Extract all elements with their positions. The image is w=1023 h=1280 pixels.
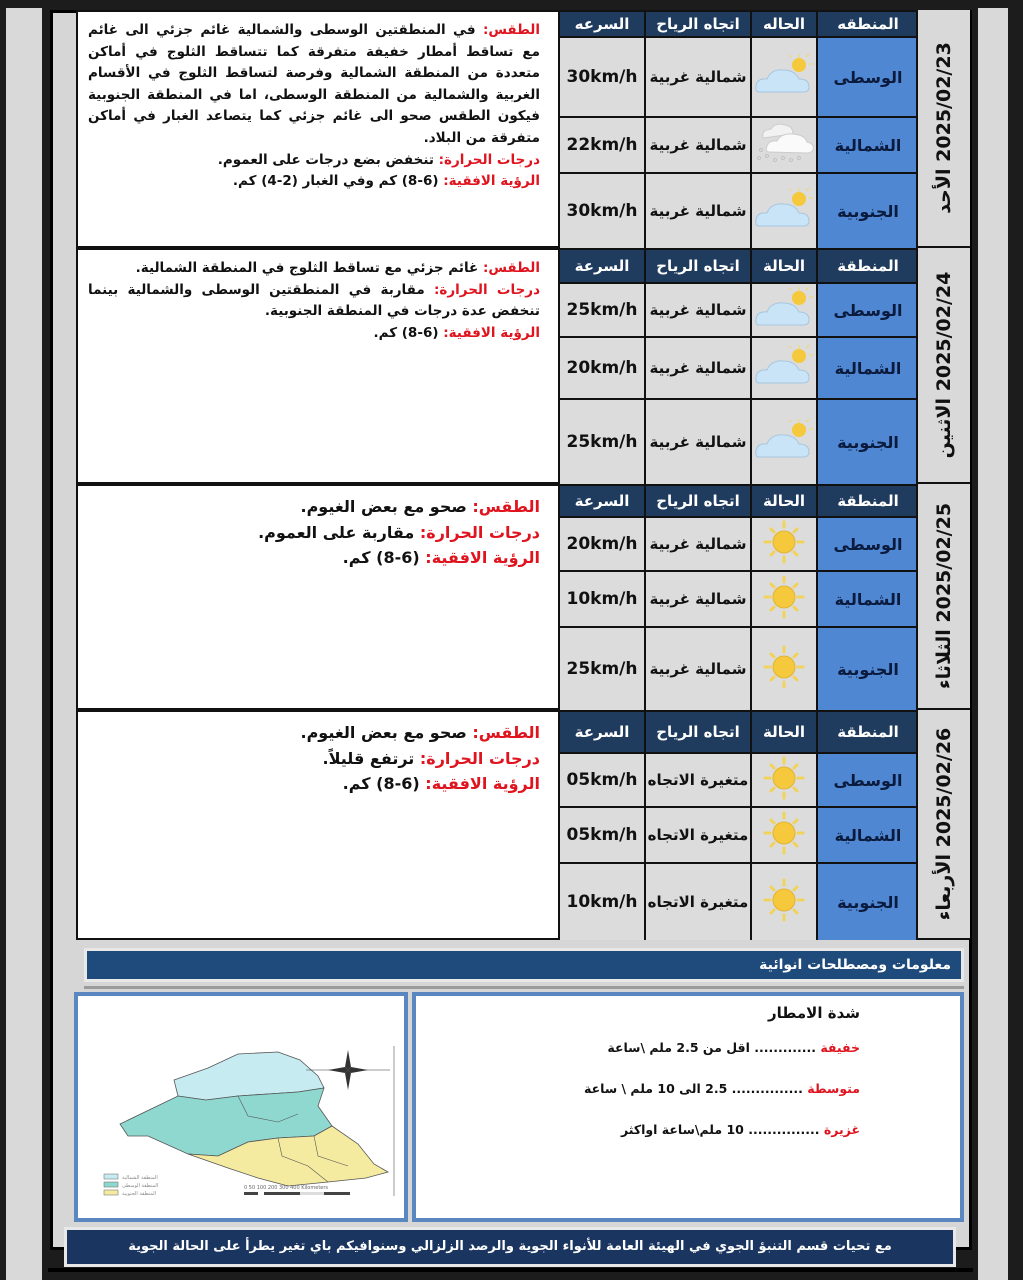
wind-direction: شمالية غربية <box>646 516 752 570</box>
region-name: الوسطى <box>818 282 918 336</box>
condition-cell <box>752 398 818 484</box>
wind-speed: 30km/h <box>558 172 646 248</box>
wind-speed: 30km/h <box>558 36 646 116</box>
wind-speed: 20km/h <box>558 336 646 398</box>
wind-direction: متغيرة الاتجاه <box>646 806 752 862</box>
wind-direction: شمالية غربية <box>646 336 752 398</box>
wind-speed: 22km/h <box>558 116 646 172</box>
wind-direction: متغيرة الاتجاه <box>646 862 752 940</box>
iraq-regions-map <box>74 992 408 1222</box>
condition-cell <box>752 570 818 626</box>
footer-banner: مع تحيات قسم التنبؤ الجوي في الهيئة العامة للأنواء الجوية والرصد الزلزالي وسنوافيكم باي تغير يطرأ على الحالة الجوية <box>64 1227 956 1267</box>
map-illustration <box>78 996 404 1218</box>
forecast-day-1 <box>76 248 916 484</box>
day-date-label: 2025/02/24 الاثنين <box>916 248 970 484</box>
temperature-line: درجات الحرارة: تنخفض بضع درجات على العموم. <box>217 151 540 168</box>
region-name: الجنوبية <box>818 626 918 710</box>
forecast-table <box>558 12 918 246</box>
forecast-description <box>78 712 556 938</box>
wind-direction: شمالية غربية <box>646 282 752 336</box>
wind-speed: 25km/h <box>558 626 646 710</box>
wind-direction: شمالية غربية <box>646 570 752 626</box>
forecast-day-2 <box>76 484 916 710</box>
visibility-line: الرؤية الافقية: (6-8) كم. <box>342 548 540 568</box>
header-condition: الحالة <box>752 486 818 516</box>
sun-icon <box>753 877 815 927</box>
forecast-table <box>558 712 918 938</box>
wind-speed: 25km/h <box>558 398 646 484</box>
partly-cloudy-icon <box>753 343 815 393</box>
condition-cell <box>752 626 818 710</box>
forecast-table <box>558 250 918 482</box>
weather-line: الطقس: صحو مع بعض الغيوم. <box>300 497 540 516</box>
header-speed: السرعة <box>558 250 646 282</box>
sun-icon <box>753 519 815 569</box>
header-region: المنطقة <box>818 712 918 752</box>
temperature-line: درجات الحرارة: مقاربة في المنطقتين الوسطى والشمالية بينما تنخفض عدة درجات في المنطقة الجنوبية. <box>88 281 541 320</box>
partly-cloudy-icon <box>753 417 815 467</box>
temperature-line: درجات الحرارة: مقاربة على العموم. <box>258 522 540 542</box>
region-name: الشمالية <box>818 116 918 172</box>
header-wind-direction: اتجاه الرياح <box>646 486 752 516</box>
visibility-line: الرؤية الافقية: (6-8) كم. <box>342 774 540 794</box>
header-wind-direction: اتجاه الرياح <box>646 250 752 282</box>
forecast-description <box>78 12 556 246</box>
weather-line: الطقس: غائم جزئي مع تساقط الثلوج في المنطقة الشمالية. <box>135 260 540 276</box>
rain-intensity-title: شدة الامطار <box>768 1004 860 1022</box>
weather-line: الطقس: صحو مع بعض الغيوم. <box>300 723 540 742</box>
forecast-description <box>78 486 556 708</box>
wind-direction: شمالية غربية <box>646 36 752 116</box>
wind-direction: شمالية غربية <box>646 116 752 172</box>
condition-cell <box>752 862 818 940</box>
region-name: الشمالية <box>818 570 918 626</box>
rain-heavy: غزيرة ............... 10 ملم\ساعة اواكثر <box>620 1122 860 1137</box>
day-date-label: 2025/02/26 الأربعاء <box>916 710 970 940</box>
region-name: الوسطى <box>818 752 918 806</box>
sun-icon <box>753 644 815 694</box>
wind-speed: 05km/h <box>558 752 646 806</box>
footer-shadow <box>48 1268 973 1272</box>
wind-speed: 05km/h <box>558 806 646 862</box>
region-name: الجنوبية <box>818 398 918 484</box>
condition-cell <box>752 36 818 116</box>
forecast-description <box>78 250 556 482</box>
day-date-label: 2025/02/25 الثلاثاء <box>916 484 970 710</box>
header-condition: الحالة <box>752 712 818 752</box>
header-speed: السرعة <box>558 486 646 516</box>
partly-cloudy-icon <box>753 285 815 335</box>
condition-cell <box>752 336 818 398</box>
region-name: الشمالية <box>818 806 918 862</box>
wind-speed: 10km/h <box>558 862 646 940</box>
region-name: الشمالية <box>818 336 918 398</box>
wind-direction: شمالية غربية <box>646 626 752 710</box>
region-name: الوسطى <box>818 516 918 570</box>
region-name: الجنوبية <box>818 172 918 248</box>
header-region: المنطقة <box>818 486 918 516</box>
visibility-line: الرؤية الافقية: (6-8) كم. <box>373 324 540 341</box>
header-wind-direction: اتجاه الرياح <box>646 12 752 36</box>
info-banner: معلومات ومصطلحات انوائية <box>84 948 964 982</box>
temperature-line: درجات الحرارة: ترتفع قليلاً. <box>322 748 540 768</box>
header-wind-direction: اتجاه الرياح <box>646 712 752 752</box>
forecast-table <box>558 486 918 708</box>
condition-cell <box>752 172 818 248</box>
svg-text:المنطقة الشمالية: المنطقة الشمالية <box>122 1175 158 1181</box>
forecast-day-3 <box>76 710 916 940</box>
condition-cell <box>752 752 818 806</box>
day-date-label: 2025/02/23 الأحد <box>916 10 970 248</box>
wind-speed: 20km/h <box>558 516 646 570</box>
condition-cell <box>752 116 818 172</box>
svg-text:المنطقة الجنوبية: المنطقة الجنوبية <box>122 1191 157 1197</box>
svg-text:0 50 100 200 300 400 Ki: 0 50 100 200 300 400 Kilometers <box>244 1185 329 1191</box>
sun-icon <box>753 810 815 860</box>
rain-light: خفيفة ............. اقل من 2.5 ملم \ساعة <box>607 1040 860 1055</box>
condition-cell <box>752 806 818 862</box>
visibility-line: الرؤية الافقية: (6-8) كم وفي الغبار (2-4) كم. <box>232 173 540 190</box>
region-name: الوسطى <box>818 36 918 116</box>
divider <box>84 986 964 989</box>
wind-speed: 10km/h <box>558 570 646 626</box>
header-speed: السرعه <box>558 12 646 36</box>
region-name: الجنوبية <box>818 862 918 940</box>
cloud-snow-icon <box>753 120 815 170</box>
forecast-day-0 <box>76 10 916 248</box>
header-condition: الحاله <box>752 12 818 36</box>
page-margin-right <box>978 8 1008 1280</box>
rain-moderate: متوسطة ............... 2.5 الى 10 ملم \ ساعة <box>584 1081 860 1096</box>
svg-text:المنطقة الوسطى: المنطقة الوسطى <box>122 1183 159 1189</box>
partly-cloudy-icon <box>753 52 815 102</box>
header-region: المنطقة <box>818 250 918 282</box>
sun-icon <box>753 574 815 624</box>
condition-cell <box>752 516 818 570</box>
condition-cell <box>752 282 818 336</box>
header-speed: السرعة <box>558 712 646 752</box>
rain-intensity-panel <box>412 992 964 1222</box>
wind-direction: شمالية غربية <box>646 172 752 248</box>
wind-direction: شمالية غربية <box>646 398 752 484</box>
wind-direction: متغيرة الاتجاه <box>646 752 752 806</box>
header-region: المنطقه <box>818 12 918 36</box>
partly-cloudy-icon <box>753 186 815 236</box>
page-margin-left <box>6 8 42 1280</box>
wind-speed: 25km/h <box>558 282 646 336</box>
weather-line: الطقس: في المنطقتين الوسطى والشمالية غائم جزئي الى غائم مع تساقط أمطار خفيفة متفرقة كما تتساقط الثلوج في أماكن متعددة من المنطقة الشمالية وفرصة لتساقط الثلوج في الأقسام الغربية والشمالية من المنطقة الوسطى، اما في المنطقة الجنوبية فيكون الطقس صحو الى غائم جزئي كما يتصاعد الغبار في أماكن متفرقة من البلاد. <box>88 22 540 146</box>
header-condition: الحالة <box>752 250 818 282</box>
sun-icon <box>753 755 815 805</box>
